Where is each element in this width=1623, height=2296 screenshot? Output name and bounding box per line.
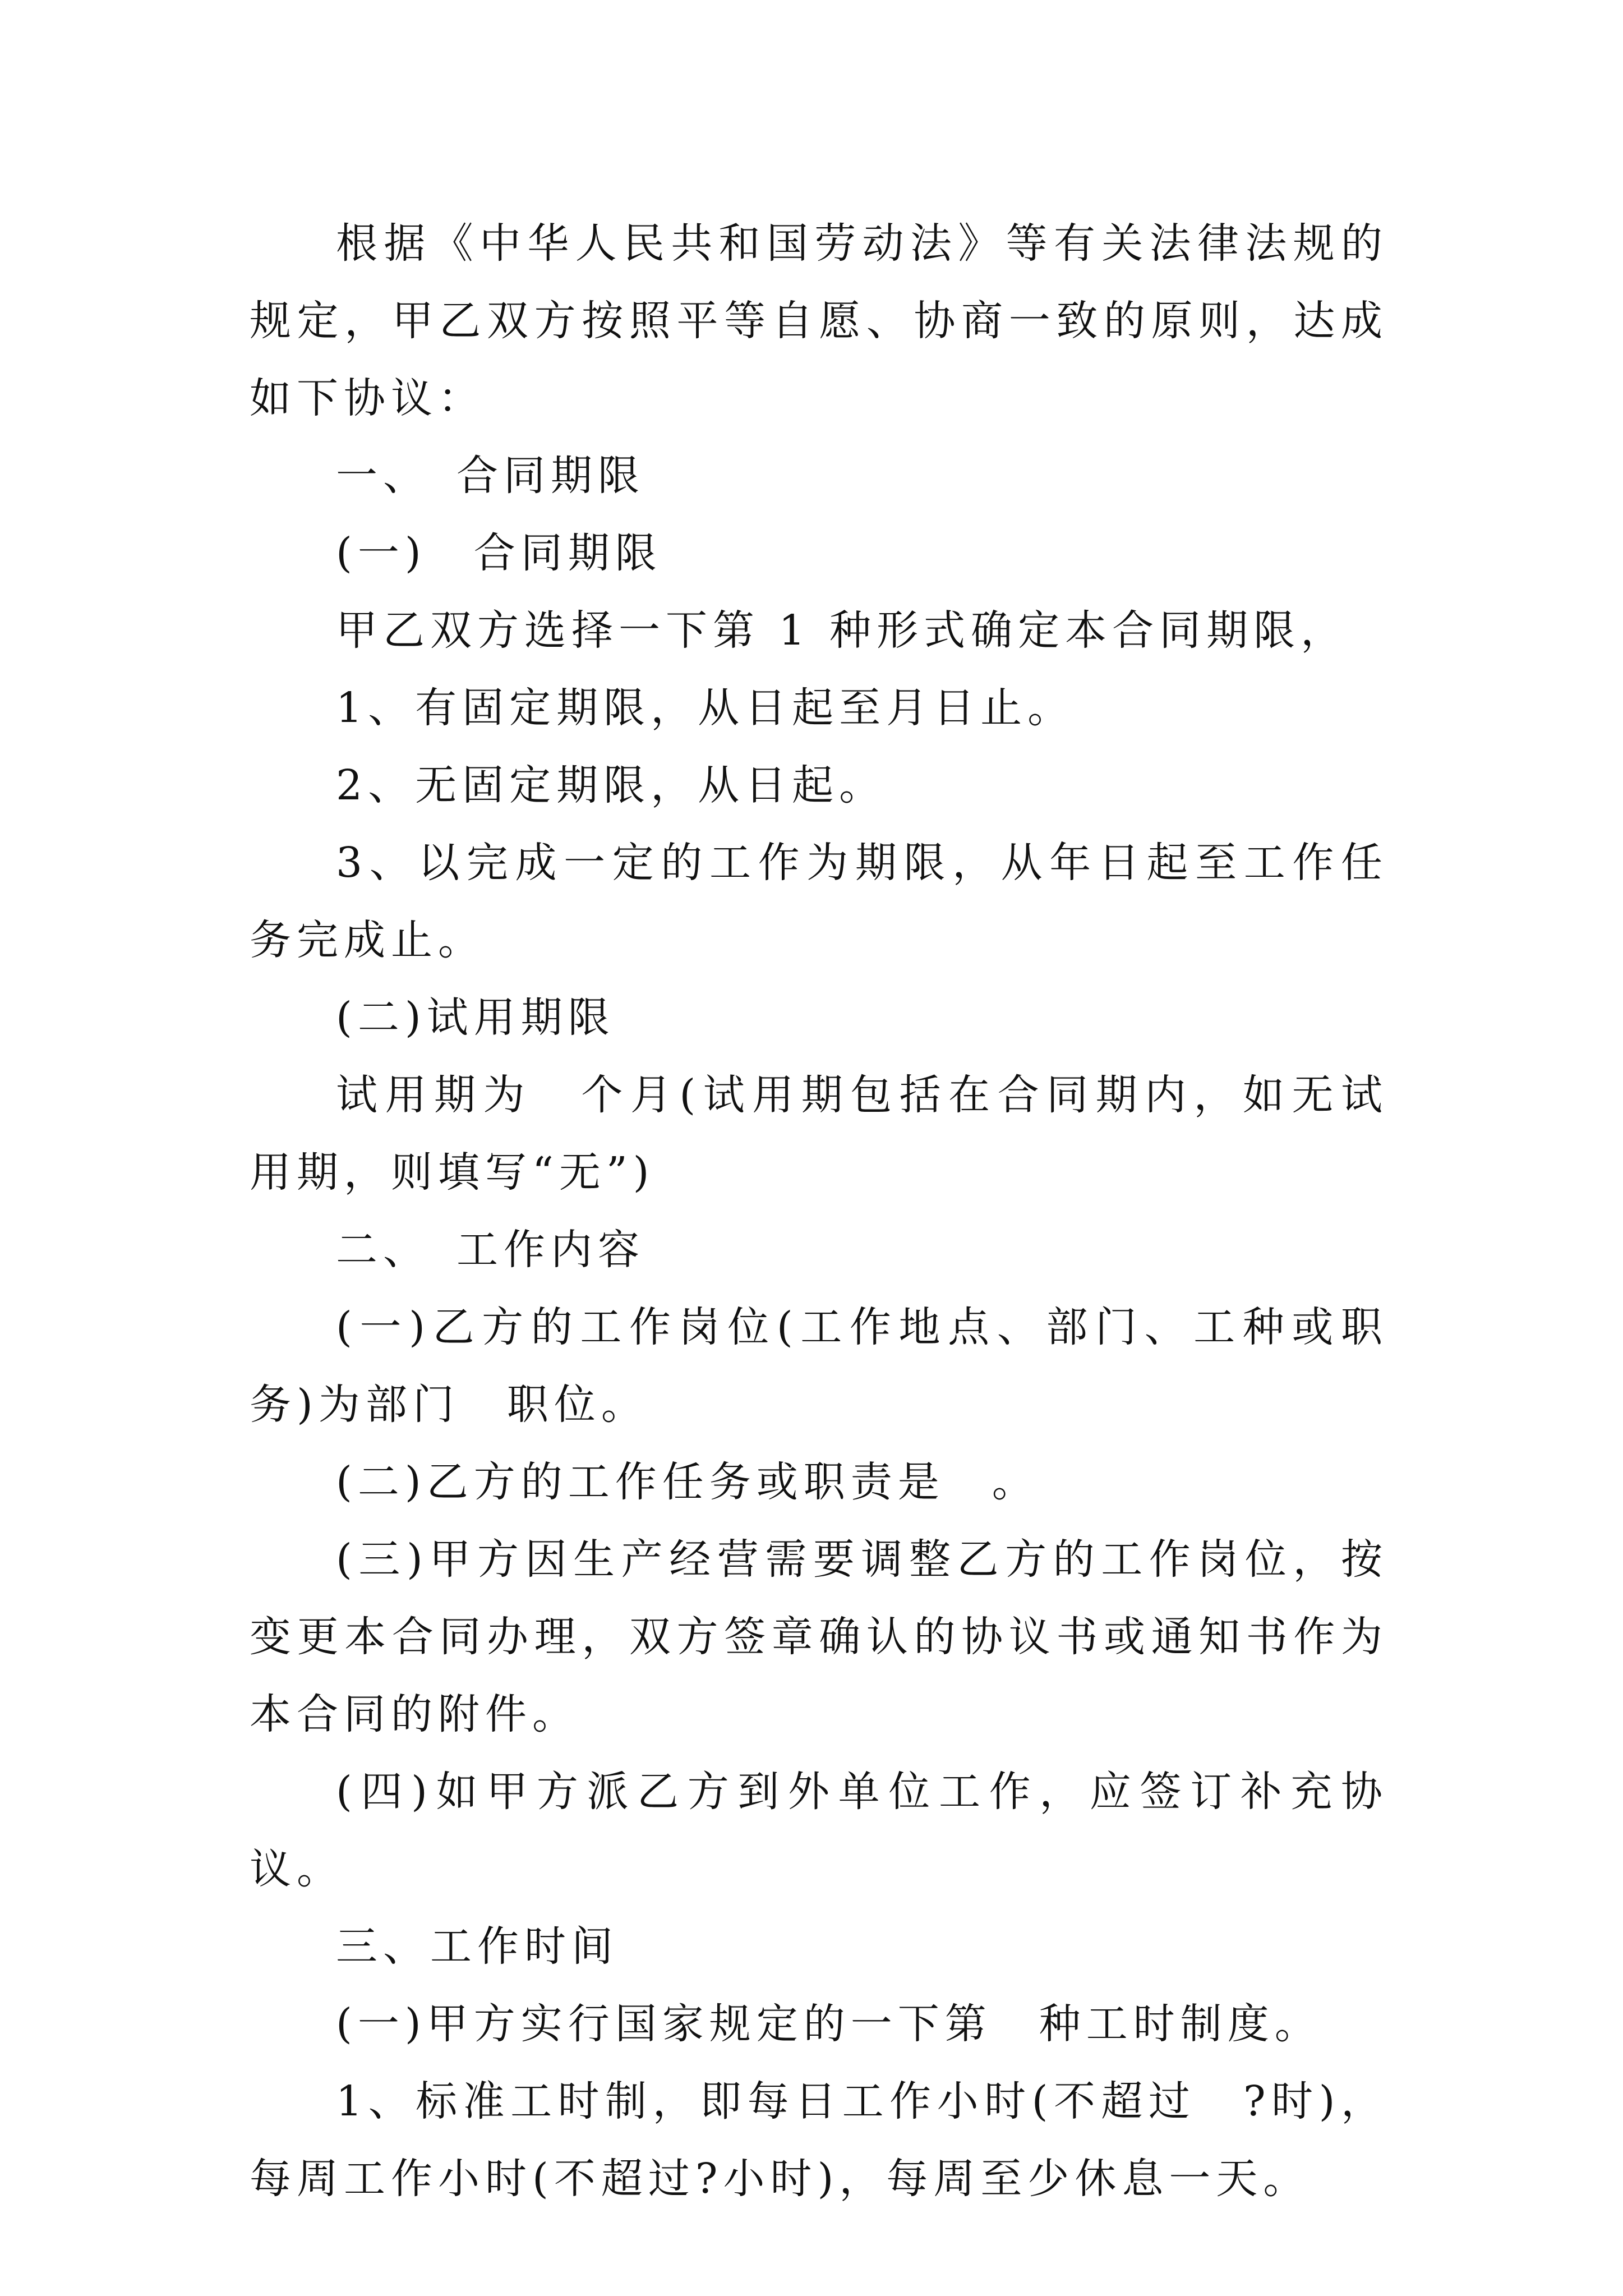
list-item-standard-hours: 1、标准工时制，即每日工作小时(不超过 ?时)，每周工作小时(不超过?小时)，每周至少休息一天。 — [250, 2077, 1388, 2203]
subheading-probation: (二)试用期限 — [336, 993, 615, 1042]
list-item-task-term: 3、以完成一定的工作为期限，从年日起至工作任务完成止。 — [250, 839, 1388, 964]
paragraph-post-adjustment: (三)甲方因生产经营需要调整乙方的工作岗位，按变更本合同办理，双方签章确认的协议书或通知书作为本合同的附件。 — [250, 1535, 1388, 1738]
paragraph-probation: 试用期为 个月(试用期包括在合同期内，如无试用期，则填写“无”) — [250, 1071, 1388, 1197]
heading-contract-term: 一、 合同期限 — [336, 452, 645, 500]
heading-working-hours: 三、工作时间 — [336, 1922, 619, 1971]
paragraph-preamble: 根据《中华人民共和国劳动法》等有关法律法规的规定，甲乙双方按照平等自愿、协商一致的原则，达成如下协议： — [250, 219, 1388, 422]
list-item-fixed-term: 1、有固定期限，从日起至月日止。 — [336, 684, 1075, 732]
paragraph-term-choice: 甲乙双方选择一下第 1 种形式确定本合同期限， — [336, 606, 1348, 655]
paragraph-work-post: (一)乙方的工作岗位(工作地点、部门、工种或职务)为部门 职位。 — [250, 1303, 1388, 1429]
document-body — [250, 205, 1388, 2217]
list-item-open-term: 2、无固定期限，从日起。 — [336, 761, 887, 809]
subheading-contract-term: (一) 合同期限 — [336, 529, 662, 577]
heading-work-content: 二、 工作内容 — [336, 1226, 645, 1274]
paragraph-external-assignment: (四)如甲方派乙方到外单位工作，应签订补充协议。 — [250, 1768, 1388, 1893]
paragraph-work-duties: (二)乙方的工作任务或职责是 。 — [336, 1458, 1039, 1506]
paragraph-hours-system: (一)甲方实行国家规定的一下第 种工时制度。 — [336, 2000, 1322, 2048]
